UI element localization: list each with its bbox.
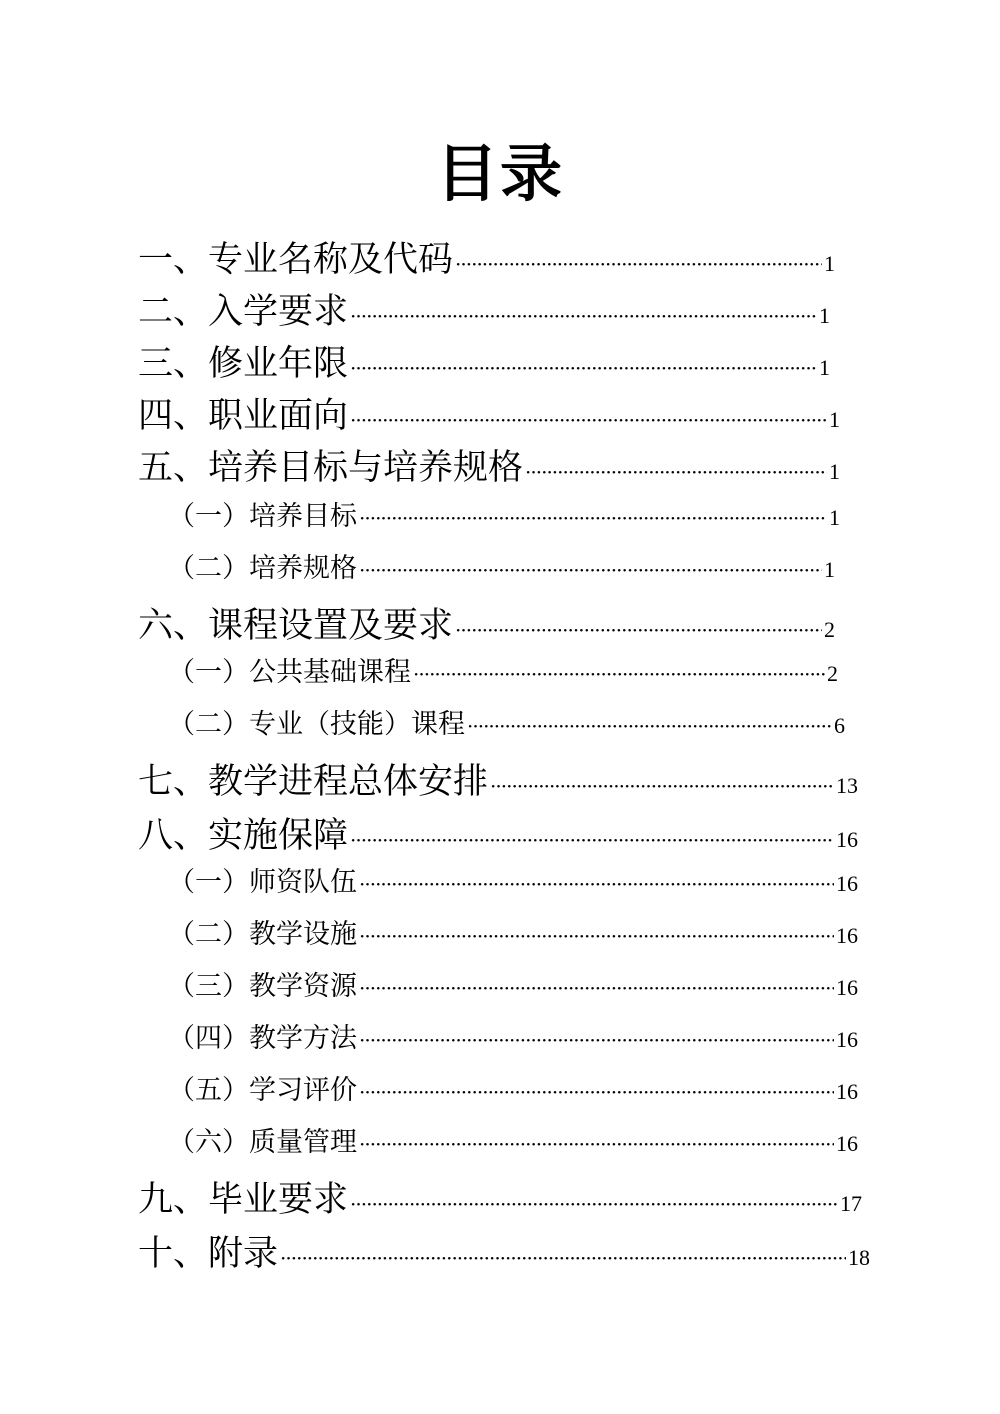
toc-entry[interactable] bbox=[168, 964, 858, 1003]
toc-entry-label: 十、附录 bbox=[138, 1234, 279, 1274]
toc-entry-page-number: 2 bbox=[827, 661, 838, 686]
toc-entry-label: （二）培养规格 bbox=[168, 553, 357, 584]
toc-entry-page-number: 6 bbox=[834, 713, 845, 738]
dot-leader bbox=[455, 618, 822, 642]
dot-leader bbox=[359, 976, 834, 1000]
toc-entry-page-number: 16 bbox=[836, 871, 858, 896]
toc-entry-page-number: 16 bbox=[836, 1131, 858, 1156]
dot-leader bbox=[359, 872, 834, 896]
toc-entry-page-number: 1 bbox=[829, 505, 840, 530]
toc-entry[interactable] bbox=[138, 1226, 870, 1276]
dot-leader bbox=[413, 662, 825, 686]
toc-entry[interactable] bbox=[168, 1120, 858, 1159]
toc-entry-page-number: 1 bbox=[829, 459, 840, 484]
dot-leader bbox=[350, 408, 827, 432]
toc-entry-label: 二、入学要求 bbox=[138, 292, 349, 332]
toc-entry[interactable] bbox=[168, 650, 838, 689]
dot-leader bbox=[350, 828, 834, 852]
dot-leader bbox=[359, 506, 827, 530]
toc-entry[interactable] bbox=[138, 232, 835, 282]
toc-entry-label: 三、修业年限 bbox=[138, 344, 349, 384]
toc-entry-label: 七、教学进程总体安排 bbox=[138, 762, 489, 802]
toc-entry-page-number: 1 bbox=[829, 407, 840, 432]
toc-entry[interactable] bbox=[168, 860, 858, 899]
toc-entry-page-number: 16 bbox=[836, 975, 858, 1000]
dot-leader bbox=[359, 1080, 834, 1104]
dot-leader bbox=[467, 714, 832, 738]
toc-entry-label: （六）质量管理 bbox=[168, 1127, 357, 1158]
toc-entry[interactable] bbox=[168, 1068, 858, 1107]
toc-entry-page-number: 1 bbox=[824, 251, 835, 276]
toc-entry[interactable] bbox=[138, 1172, 862, 1222]
dot-leader bbox=[525, 460, 827, 484]
dot-leader bbox=[350, 304, 817, 328]
toc-entry-label: 一、专业名称及代码 bbox=[138, 240, 454, 280]
toc-entry[interactable] bbox=[138, 336, 830, 386]
toc-entry[interactable] bbox=[168, 1016, 858, 1055]
toc-entry[interactable] bbox=[138, 388, 840, 438]
toc-entry-page-number: 1 bbox=[824, 557, 835, 582]
toc-entry-label: 八、实施保障 bbox=[138, 816, 349, 856]
toc-entry-label: 四、职业面向 bbox=[138, 396, 349, 436]
toc-entry-page-number: 2 bbox=[824, 617, 835, 642]
dot-leader bbox=[280, 1246, 846, 1270]
toc-entry[interactable] bbox=[138, 598, 835, 648]
dot-leader bbox=[455, 252, 822, 276]
toc-entry-page-number: 1 bbox=[819, 355, 830, 380]
dot-leader bbox=[490, 774, 834, 798]
toc-entry-label: （一）师资队伍 bbox=[168, 867, 357, 898]
toc-entry-label: （四）教学方法 bbox=[168, 1023, 357, 1054]
toc-entry-label: （二）专业（技能）课程 bbox=[168, 709, 465, 740]
toc-entry-label: （三）教学资源 bbox=[168, 971, 357, 1002]
toc-entry-label: （一）培养目标 bbox=[168, 501, 357, 532]
page-title: 目录 bbox=[435, 137, 564, 210]
toc-entry-page-number: 16 bbox=[836, 1027, 858, 1052]
dot-leader bbox=[359, 558, 822, 582]
toc-entry-page-number: 18 bbox=[848, 1245, 870, 1270]
dot-leader bbox=[359, 1132, 834, 1156]
toc-entry-page-number: 16 bbox=[836, 923, 858, 948]
dot-leader bbox=[350, 356, 817, 380]
toc-entry-label: 六、课程设置及要求 bbox=[138, 606, 454, 646]
toc-entry[interactable] bbox=[168, 494, 840, 533]
toc-entry-label: （二）教学设施 bbox=[168, 919, 357, 950]
dot-leader bbox=[359, 1028, 834, 1052]
toc-entry-label: （五）学习评价 bbox=[168, 1075, 357, 1106]
toc-entry-page-number: 17 bbox=[840, 1191, 862, 1216]
toc-entry-page-number: 13 bbox=[836, 773, 858, 798]
dot-leader bbox=[350, 1192, 838, 1216]
dot-leader bbox=[359, 924, 834, 948]
toc-entry[interactable] bbox=[138, 284, 830, 334]
toc-entry[interactable] bbox=[138, 808, 858, 858]
toc-entry-label: 五、培养目标与培养规格 bbox=[138, 448, 524, 488]
toc-entry-page-number: 16 bbox=[836, 827, 858, 852]
toc-entry-label: 九、毕业要求 bbox=[138, 1180, 349, 1220]
toc-entry[interactable] bbox=[138, 440, 840, 490]
toc-entry[interactable] bbox=[168, 702, 845, 741]
toc-entry-page-number: 16 bbox=[836, 1079, 858, 1104]
toc-entry[interactable] bbox=[168, 912, 858, 951]
toc-entry-page-number: 1 bbox=[819, 303, 830, 328]
toc-entry[interactable] bbox=[168, 546, 835, 585]
toc-entry[interactable] bbox=[138, 754, 858, 804]
toc-entry-label: （一）公共基础课程 bbox=[168, 657, 411, 688]
